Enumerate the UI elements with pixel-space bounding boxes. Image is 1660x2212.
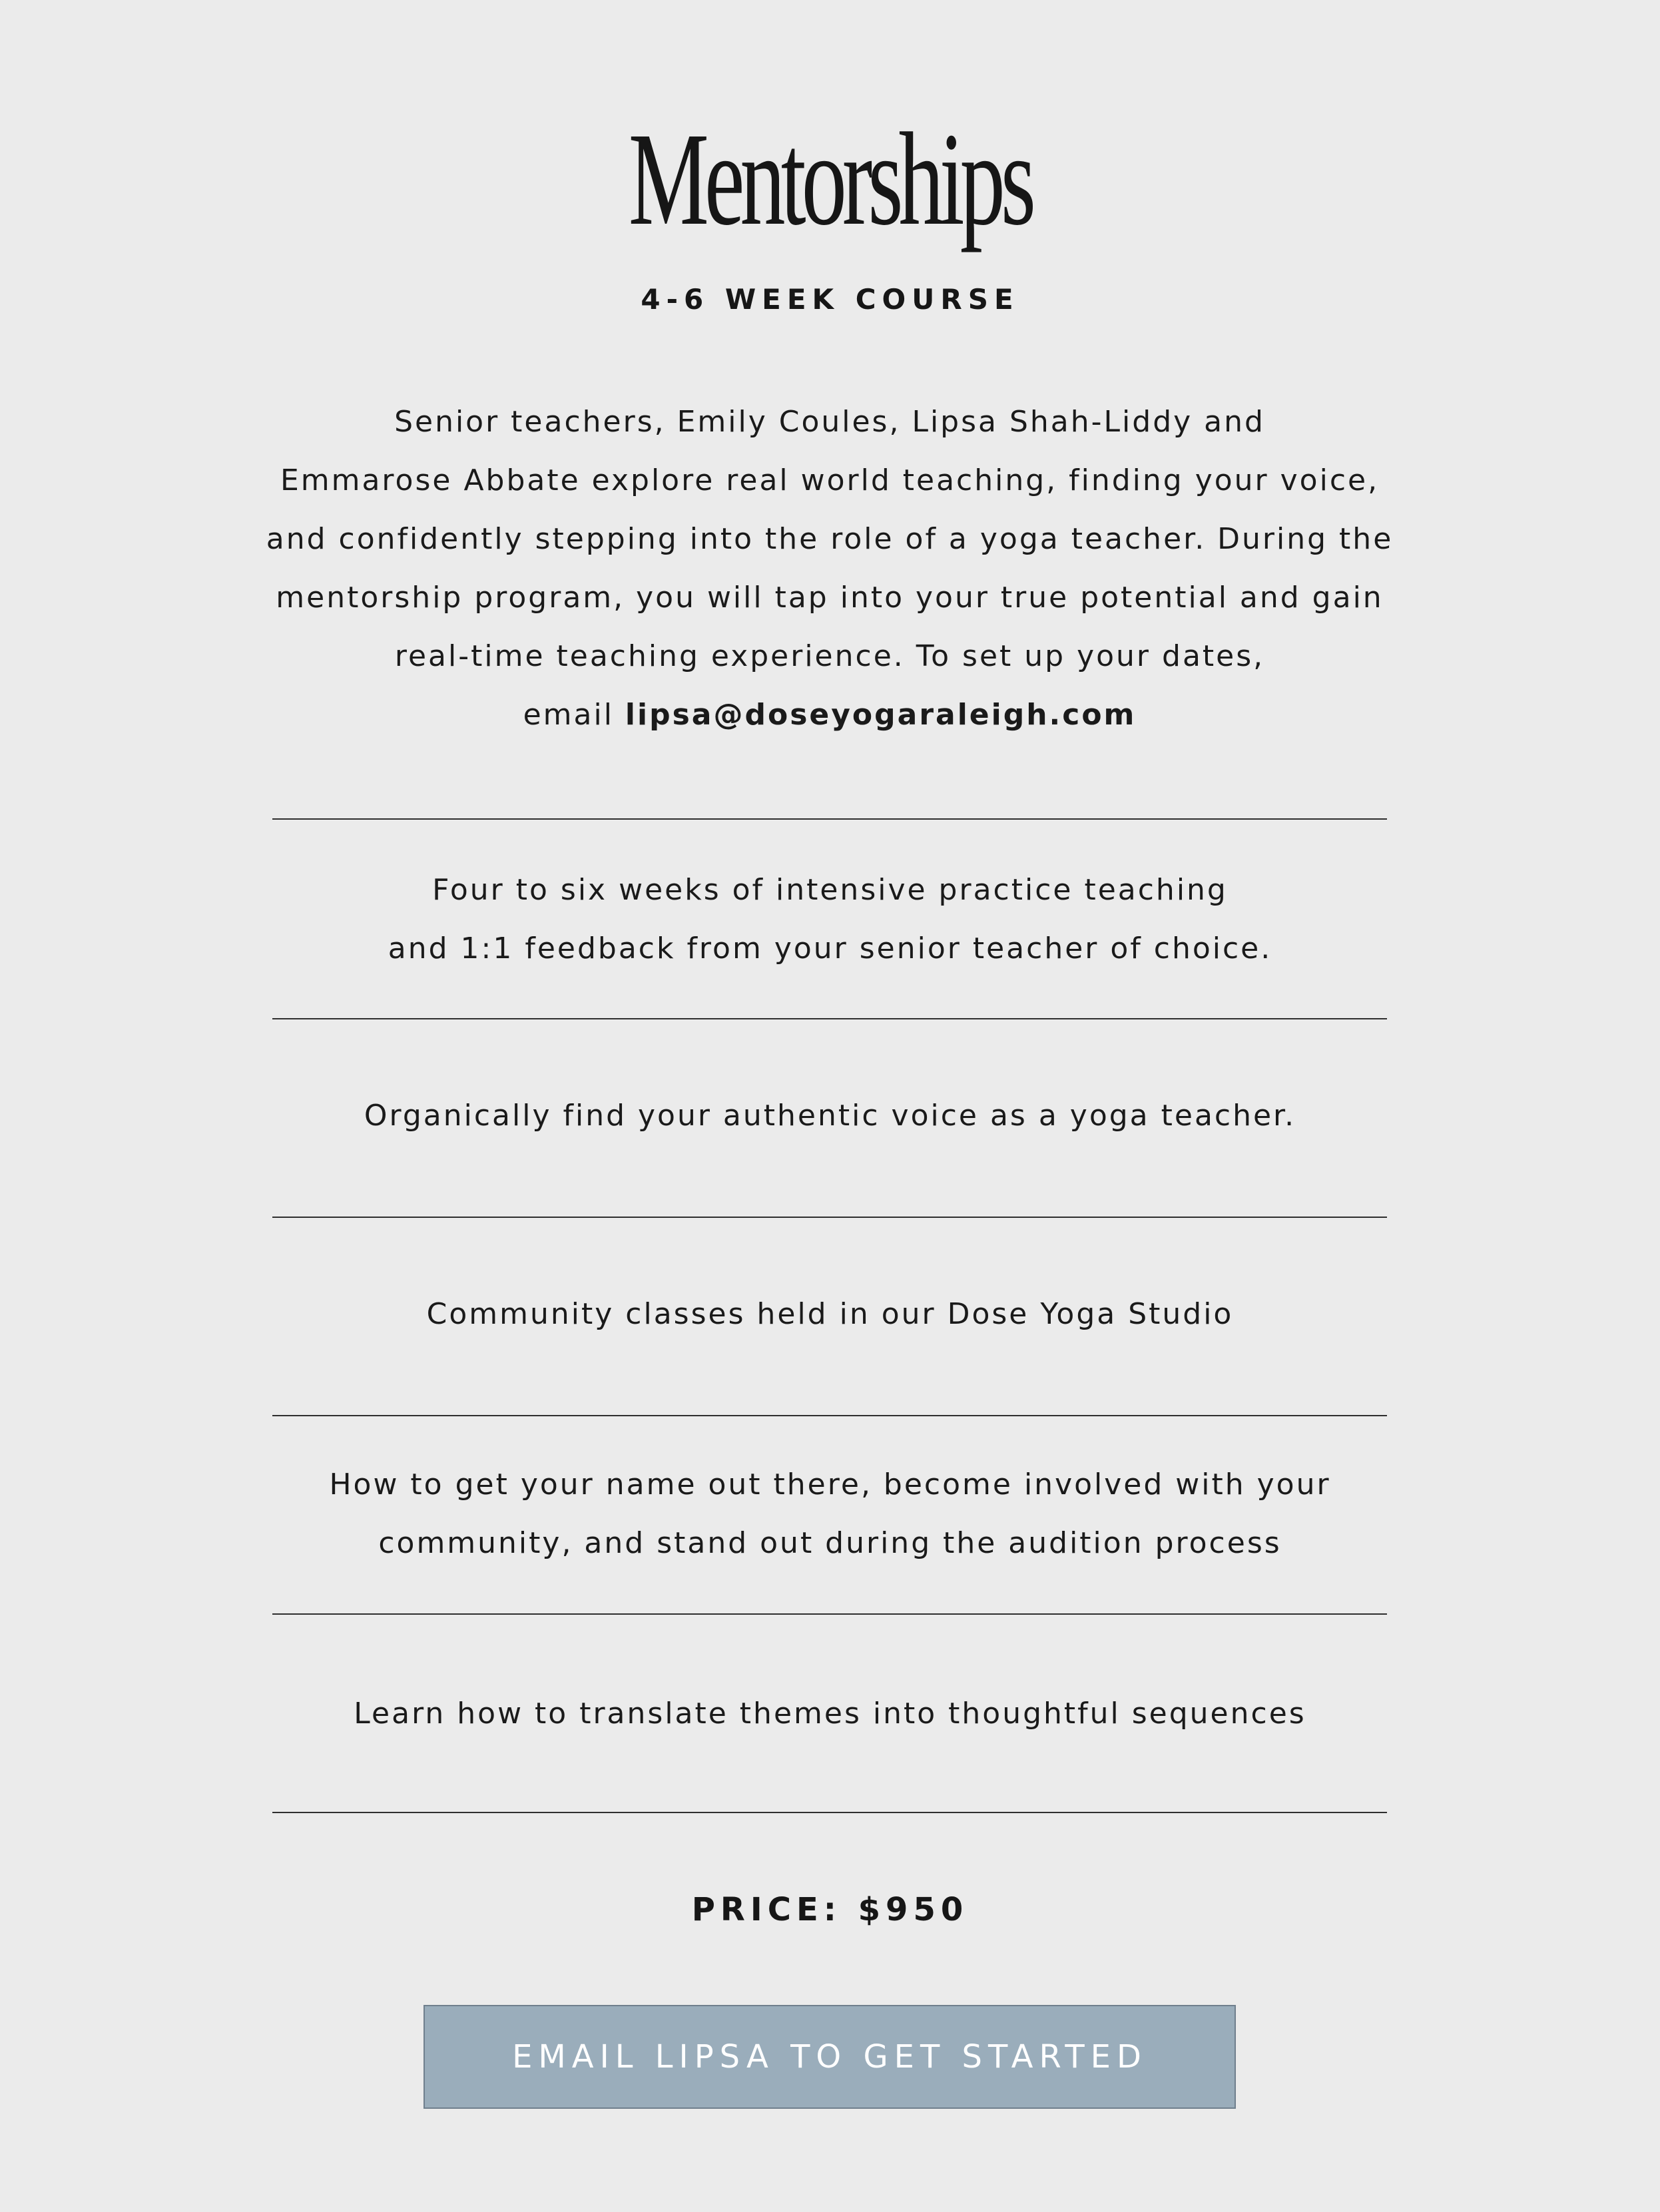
feature-item-audition-process xyxy=(173,1456,1487,1573)
divider xyxy=(272,1018,1387,1019)
feature-line: Organically find your authentic voice as a yoga teacher. xyxy=(364,1099,1296,1133)
intro-line: and confidently stepping into the role of a yoga teacher. During the xyxy=(266,522,1394,556)
feature-line: Four to six weeks of intensive practice teaching xyxy=(432,873,1228,907)
intro-paragraph xyxy=(164,393,1496,744)
feature-item-sequences xyxy=(173,1685,1487,1743)
feature-line: and 1:1 feedback from your senior teacher of choice. xyxy=(388,932,1272,966)
intro-line: real-time teaching experience. To set up your dates, xyxy=(394,639,1265,673)
feature-item-practice-teaching xyxy=(173,861,1487,978)
email-lipsa-button[interactable]: EMAIL LIPSA TO GET STARTED xyxy=(423,2005,1236,2109)
feature-line: Learn how to translate themes into thoughtful sequences xyxy=(354,1697,1306,1731)
feature-item-authentic-voice xyxy=(173,1087,1487,1145)
course-duration-subtitle: 4-6 WEEK COURSE xyxy=(641,283,1019,316)
feature-line: community, and stand out during the audition process xyxy=(378,1526,1282,1560)
divider xyxy=(272,1613,1387,1615)
divider xyxy=(272,1415,1387,1416)
email-prefix: email xyxy=(523,698,625,732)
intro-line: Emmarose Abbate explore real world teaching, finding your voice, xyxy=(280,463,1380,497)
divider xyxy=(272,818,1387,820)
intro-line: Senior teachers, Emily Coules, Lipsa Shah-Liddy and xyxy=(394,405,1265,439)
feature-line: How to get your name out there, become involved with your xyxy=(329,1468,1331,1502)
feature-line: Community classes held in our Dose Yoga Studio xyxy=(426,1297,1234,1331)
email-link[interactable]: lipsa@doseyogaraleigh.com xyxy=(625,698,1137,732)
price-label: PRICE: $950 xyxy=(691,1891,969,1928)
feature-item-community-classes xyxy=(173,1285,1487,1344)
intro-email-line xyxy=(164,686,1496,744)
page-title: Mentorships xyxy=(628,106,1032,253)
intro-line: mentorship program, you will tap into your true potential and gain xyxy=(276,581,1384,615)
divider xyxy=(272,1812,1387,1813)
divider xyxy=(272,1217,1387,1218)
